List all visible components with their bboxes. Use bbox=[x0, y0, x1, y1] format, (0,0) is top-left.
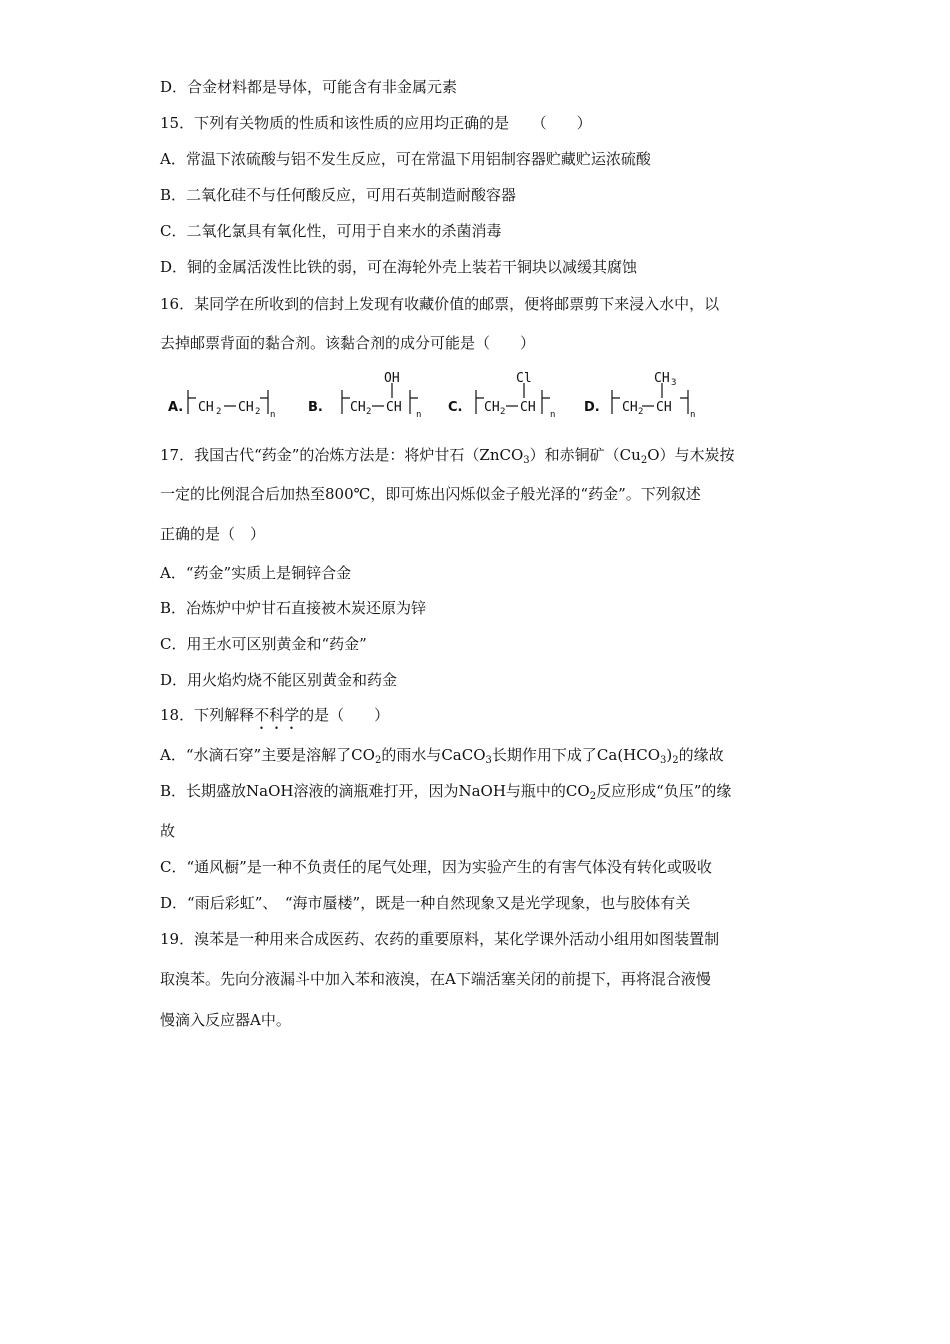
c-bracket-left bbox=[476, 390, 484, 414]
q17-stem-line3: 正确的是（ ） bbox=[160, 525, 266, 543]
q17-option-a: A．“药金”实质上是铜锌合金 bbox=[160, 564, 352, 582]
d-bracket-right bbox=[680, 390, 688, 414]
q16-stem-line1: 16．某同学在所收到的信封上发现有收藏价值的邮票，便将邮票剪下来浸入水中，以 bbox=[160, 295, 720, 313]
q19-line1: 19．溴苯是一种用来合成医药、农药的重要原料，某化学课外活动小组用如图装置制 bbox=[160, 930, 720, 948]
q16-formula-options bbox=[166, 370, 726, 422]
c-cl: Cl bbox=[516, 371, 532, 386]
c-ch2: CH bbox=[484, 400, 500, 415]
q16-stem-line2: 去掉邮票背面的黏合剂。该黏合剂的成分可能是（ ） bbox=[160, 334, 536, 352]
q18-option-a: A．“水滴石穿”主要是溶解了$CO_2$的雨水与CaCO$_3$长期作用下成了$Ca(HCO_3)_2$的缘故 bbox=[160, 746, 724, 766]
q18-option-c: C．“通风橱”是一种不负责任的尾气处理，因为实验产生的有害气体没有转化或吸收 bbox=[160, 858, 712, 876]
a-ch2-2: CH bbox=[238, 400, 254, 415]
c-label: C. bbox=[448, 400, 463, 415]
a-bracket-right bbox=[260, 390, 268, 414]
b-label: B. bbox=[308, 400, 323, 415]
q19-line2: 取溴苯。先向分液漏斗中加入苯和液溴，在A下端活塞关闭的前提下，再将混合液慢 bbox=[160, 970, 711, 988]
d-ch2-sub: 2 bbox=[638, 407, 644, 417]
b-oh: OH bbox=[384, 371, 400, 386]
q17-stem-line2: 一定的比例混合后加热至800℃，即可炼出闪烁似金子般光泽的“药金”。下列叙述 bbox=[160, 485, 701, 503]
q14-option-d: D．合金材料都是导体，可能含有非金属元素 bbox=[160, 78, 458, 96]
q18-emphasis: 不科学 bbox=[254, 706, 300, 724]
d-ch3: CH bbox=[654, 371, 670, 386]
d-label: D. bbox=[584, 400, 600, 415]
q17-option-b: B．冶炼炉中炉甘石直接被木炭还原为锌 bbox=[160, 599, 427, 617]
a-label: A. bbox=[168, 400, 184, 415]
d-bracket-left bbox=[612, 390, 620, 414]
q18-option-d: D．“雨后彩虹”、 “海市蜃楼”，既是一种自然现象又是光学现象，也与胶体有关 bbox=[160, 894, 691, 912]
q15-option-b: B．二氧化硅不与任何酸反应，可用石英制造耐酸容器 bbox=[160, 186, 517, 204]
a-n: n bbox=[270, 410, 276, 420]
b-ch2-sub: 2 bbox=[366, 407, 372, 417]
b-n: n bbox=[416, 410, 422, 420]
c-ch2-sub: 2 bbox=[500, 407, 506, 417]
a-bracket-left bbox=[188, 390, 196, 414]
a-ch2-1: CH bbox=[198, 400, 214, 415]
q17-stem-line1: 17．我国古代“药金”的冶炼方法是：将炉甘石（ZnCO$_3$）和赤铜矿$(Cu_2O)$与木炭按 bbox=[160, 446, 735, 466]
b-ch: CH bbox=[386, 400, 402, 415]
q18-option-b-line1: B．长期盛放NaOH溶液的滴瓶难打开，因为NaOH与瓶中的$CO_2$反应形成“负压”的缘 bbox=[160, 782, 732, 802]
c-ch: CH bbox=[520, 400, 536, 415]
d-ch: CH bbox=[656, 400, 672, 415]
c-bracket-right bbox=[542, 390, 550, 414]
d-n: n bbox=[690, 410, 696, 420]
a-ch2-2-sub: 2 bbox=[255, 407, 261, 417]
q15-stem: 15．下列有关物质的性质和该性质的应用均正确的是 （ ） bbox=[160, 114, 592, 132]
q15-option-d: D．铜的金属活泼性比铁的弱，可在海轮外壳上装若干铜块以减缓其腐蚀 bbox=[160, 258, 638, 276]
q19-line3: 慢滴入反应器A中。 bbox=[160, 1011, 291, 1029]
c-n: n bbox=[550, 410, 556, 420]
b-ch2: CH bbox=[350, 400, 366, 415]
q18-option-b-line2: 故 bbox=[160, 822, 176, 840]
q17-option-c: C．用王水可区别黄金和“药金” bbox=[160, 635, 367, 653]
d-ch3-sub: 3 bbox=[671, 378, 677, 388]
polymer-formulas-svg bbox=[166, 370, 726, 422]
q17-option-d: D．用火焰灼烧不能区别黄金和药金 bbox=[160, 671, 398, 689]
b-bracket-left bbox=[342, 390, 350, 414]
a-ch2-1-sub: 2 bbox=[216, 407, 222, 417]
q15-option-a: A．常温下浓硫酸与铝不发生反应，可在常温下用铝制容器贮藏贮运浓硫酸 bbox=[160, 150, 651, 168]
q15-option-c: C．二氧化氯具有氧化性，可用于自来水的杀菌消毒 bbox=[160, 222, 502, 240]
d-ch2: CH bbox=[622, 400, 638, 415]
q18-stem: 18．下列解释不科学的是（ ） bbox=[160, 706, 390, 724]
